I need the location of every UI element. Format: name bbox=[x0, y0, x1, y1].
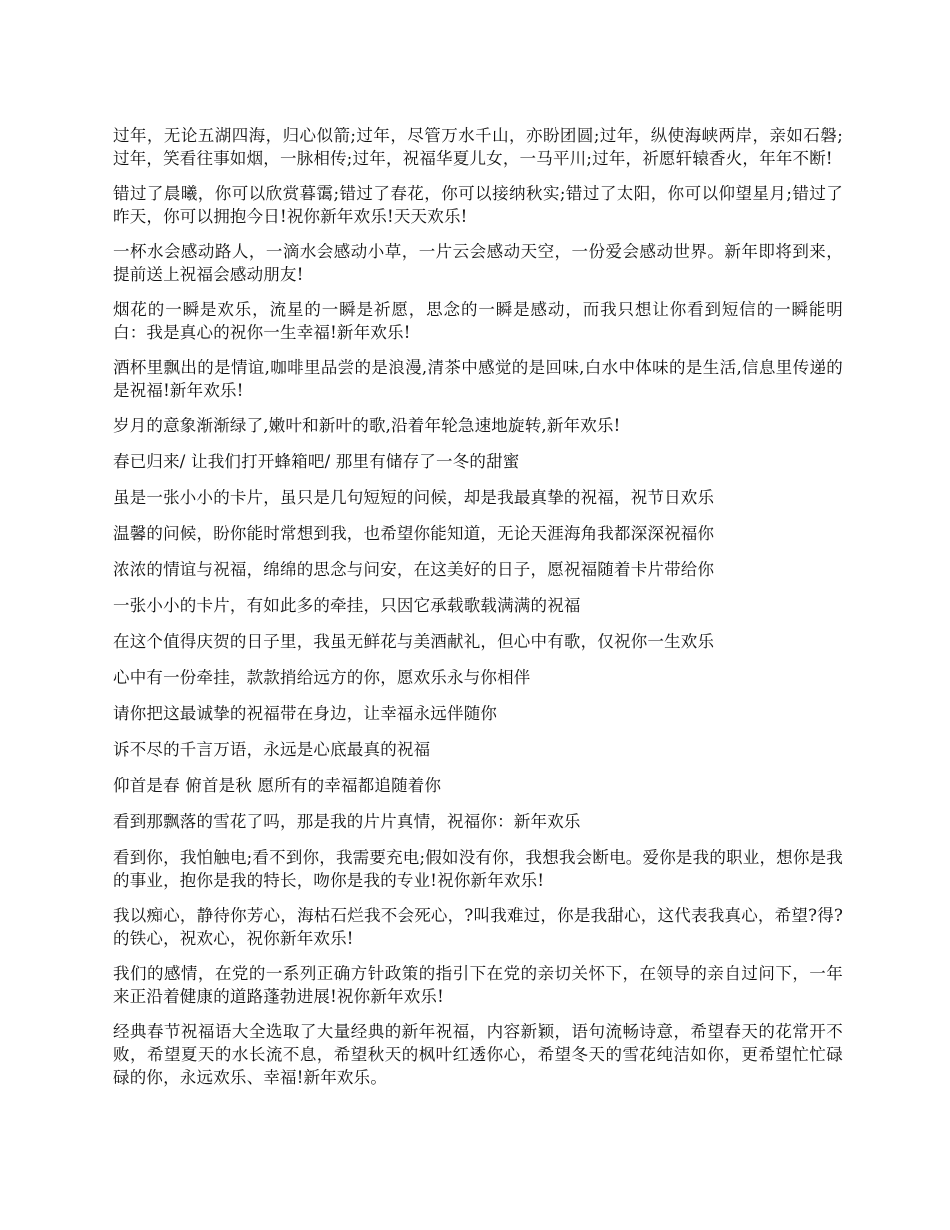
paragraph: 酒杯里飘出的是情谊,咖啡里品尝的是浪漫,清茶中感觉的是回味,白水中体味的是生活,信息里传递的是祝福!新年欢乐! bbox=[113, 358, 843, 400]
paragraph: 在这个值得庆贺的日子里，我虽无鲜花与美酒献礼，但心中有歌，仅祝你一生欢乐 bbox=[113, 632, 715, 651]
paragraph: 温馨的问候，盼你能时常想到我，也希望你能知道，无论天涯海角我都深深祝福你 bbox=[113, 524, 715, 543]
paragraph: 心中有一份牵挂，款款捎给远方的你，愿欢乐永与你相伴 bbox=[113, 668, 531, 687]
paragraph: 过年，无论五湖四海，归心似箭;过年，尽管万水千山，亦盼团圆;过年，纵使海峡两岸，亲如石磐;过年，笑看往事如烟，一脉相传;过年，祝福华夏儿女，一马平川;过年，祈愿轩辕香火，年年不断! bbox=[113, 126, 843, 168]
paragraph: 浓浓的情谊与祝福，绵绵的思念与问安，在这美好的日子，愿祝福随着卡片带给你 bbox=[113, 560, 715, 579]
paragraph: 岁月的意象渐渐绿了,嫩叶和新叶的歌,沿着年轮急速地旋转,新年欢乐! bbox=[113, 416, 621, 435]
paragraph: 烟花的一瞬是欢乐，流星的一瞬是祈愿，思念的一瞬是感动，而我只想让你看到短信的一瞬能明白：我是真心的祝你一生幸福!新年欢乐! bbox=[113, 300, 843, 342]
paragraph: 一张小小的卡片，有如此多的牵挂，只因它承载歌载满满的祝福 bbox=[113, 596, 581, 615]
paragraph: 看到你，我怕触电;看不到你，我需要充电;假如没有你，我想我会断电。爱你是我的职业，想你是我的事业，抱你是我的特长，吻你是我的专业!祝你新年欢乐! bbox=[113, 848, 843, 890]
paragraph: 虽是一张小小的卡片，虽只是几句短短的问候，却是我最真挚的祝福，祝节日欢乐 bbox=[113, 488, 715, 507]
paragraph: 我们的感情，在党的一系列正确方针政策的指引下在党的亲切关怀下，在领导的亲自过问下，一年来正沿着健康的道路蓬勃进展!祝你新年欢乐! bbox=[113, 964, 843, 1006]
paragraph: 春已归来/ 让我们打开蜂箱吧/ 那里有储存了一冬的甜蜜 bbox=[113, 452, 520, 471]
paragraph: 错过了晨曦，你可以欣赏暮霭;错过了春花，你可以接纳秋实;错过了太阳，你可以仰望星月;错过了昨天，你可以拥抱今日!祝你新年欢乐!天天欢乐! bbox=[113, 184, 843, 226]
paragraph: 经典春节祝福语大全选取了大量经典的新年祝福，内容新颖，语句流畅诗意，希望春天的花常开不败，希望夏天的水长流不息，希望秋天的枫叶红透你心，希望冬天的雪花纯洁如你，更希望忙忙碌碌的你，永远欢乐、幸福!新年欢乐。 bbox=[113, 1022, 843, 1087]
paragraph: 诉不尽的千言万语，永远是心底最真的祝福 bbox=[113, 740, 431, 759]
paragraph: 仰首是春 俯首是秋 愿所有的幸福都追随着你 bbox=[113, 776, 442, 795]
paragraph: 一杯水会感动路人，一滴水会感动小草，一片云会感动天空，一份爱会感动世界。新年即将到来，提前送上祝福会感动朋友! bbox=[113, 242, 843, 284]
paragraph: 看到那飘落的雪花了吗，那是我的片片真情，祝福你：新年欢乐 bbox=[113, 812, 581, 831]
paragraph: 请你把这最诚挚的祝福带在身边，让幸福永远伴随你 bbox=[113, 704, 498, 723]
paragraph: 我以痴心，静待你芳心，海枯石烂我不会死心，?叫我难过，你是我甜心，这代表我真心，希望?得?的铁心，祝欢心，祝你新年欢乐! bbox=[113, 906, 843, 948]
document-body bbox=[113, 124, 843, 1101]
